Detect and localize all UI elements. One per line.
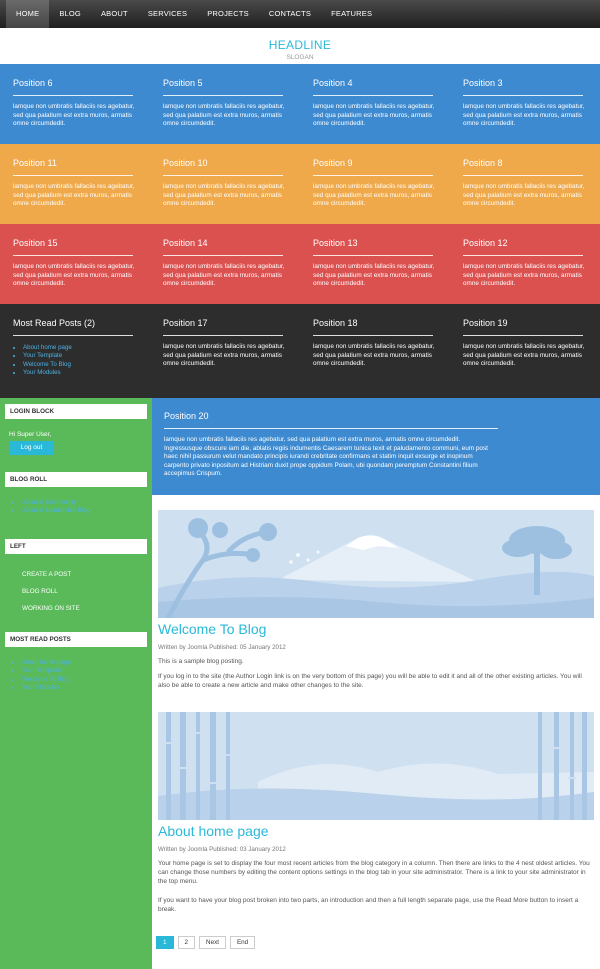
- position-band-dark: [0, 304, 600, 398]
- blog-roll-link[interactable]: • Joomla! Leadership Blog: [22, 507, 90, 515]
- blog-roll-title: BLOG ROLL: [5, 472, 147, 487]
- top-navigation: [0, 0, 600, 28]
- headline[interactable]: HEADLINE: [268, 38, 332, 52]
- module-title: Position 15: [13, 238, 58, 248]
- article-title[interactable]: Welcome To Blog: [158, 621, 267, 637]
- divider: [313, 335, 433, 336]
- most-read-link[interactable]: • Welcome To Blog: [22, 676, 71, 684]
- module-text: lamque non umbratis fallaciis res agebatur, sed qua palatium est extra muros, armatis omne circumdedit.: [313, 343, 435, 367]
- nav-contacts[interactable]: CONTACTS: [268, 9, 312, 18]
- most-read-posts-title: MOST READ POSTS: [5, 632, 147, 647]
- list-item-link[interactable]: • Welcome To Blog: [23, 361, 150, 369]
- most-read-list: [13, 344, 150, 378]
- article-title[interactable]: About home page: [158, 823, 269, 839]
- article-paragraph: If you want to have your blog post broken into two parts, an introduction and then a full length separate page, use the Read More button to insert a break.: [158, 897, 579, 913]
- position-module: [300, 144, 450, 224]
- greeting-text: Hi Super User,: [9, 431, 52, 438]
- slogan: SLOGAN: [286, 54, 314, 61]
- next-page-button[interactable]: Next: [199, 936, 226, 949]
- divider: [13, 175, 133, 176]
- module-text: lamque non umbratis fallaciis res agebatur, sed qua palatium est extra muros, armatis omne circumdedit.: [313, 263, 435, 287]
- module-text: lamque non umbratis fallaciis res agebatur, sed qua palatium est extra muros, armatis omne circumdedit.: [13, 183, 135, 207]
- position-module: [450, 224, 600, 304]
- position-module: [150, 64, 300, 144]
- site-header: [0, 28, 600, 64]
- bamboo-landscape-illustration: [158, 712, 594, 820]
- position-module: [450, 64, 600, 144]
- position-module: [300, 224, 450, 304]
- article-paragraph: This is a sample blog posting.: [158, 658, 244, 665]
- module-title: Position 19: [463, 318, 508, 328]
- position-module: [300, 64, 450, 144]
- divider: [13, 255, 133, 256]
- menu-item-working-on-site[interactable]: WORKING ON SITE: [22, 605, 80, 612]
- module-title: Position 14: [163, 238, 208, 248]
- most-read-link[interactable]: • Your Modules: [22, 684, 71, 692]
- module-title: Position 17: [163, 318, 208, 328]
- module-text: lamque non umbratis fallaciis res agebatur, sed qua palatium est extra muros, armatis omne circumdedit.: [463, 183, 585, 207]
- divider: [313, 95, 433, 96]
- module-title: Most Read Posts (2): [13, 318, 96, 328]
- article-meta: Written by Joomla Published: 05 January 2012: [158, 644, 286, 651]
- most-read-link[interactable]: • Your Template: [22, 667, 71, 675]
- blog-roll-list: [22, 499, 90, 516]
- divider: [163, 175, 283, 176]
- menu-item-blog-roll[interactable]: BLOG ROLL: [22, 588, 58, 595]
- nav-features[interactable]: FEATURES: [331, 9, 373, 18]
- position-module: [0, 144, 150, 224]
- module-text: lamque non umbratis fallaciis res agebatur, sed qua palatium est extra muros, armatis omne circumdedit.: [163, 183, 285, 207]
- logout-button[interactable]: Log out: [9, 441, 54, 455]
- page-1-button[interactable]: 1: [156, 936, 174, 949]
- nav-projects[interactable]: PROJECTS: [207, 9, 249, 18]
- position-module: [450, 304, 600, 398]
- nav-home[interactable]: HOME: [6, 0, 49, 28]
- position-module: [150, 144, 300, 224]
- module-text: lamque non umbratis fallaciis res agebatur, sed qua palatium est extra muros, armatis omne circumdedit.: [13, 103, 135, 127]
- module-title: Position 3: [463, 78, 503, 88]
- list-item-link[interactable]: • Your Modules: [23, 369, 150, 377]
- module-text: lamque non umbratis fallaciis res agebatur, sed qua palatium est extra muros, armatis omne circumdedit. Ingressusque obscure iam die, ablatis regiis indumentis Caesarem tunica texit et paludamento communi, eum post haec nihil passurum velut mandato principis iurandi crebritate confirmans et statim inquit exsurge et inopinum carpento privato inpositum ad Histriam duxit prope oppidum Polam, ubi quondam peremptum Constantini filium accepimus Crispum.: [164, 436, 488, 477]
- module-text: lamque non umbratis fallaciis res agebatur, sed qua palatium est extra muros, armatis omne circumdedit.: [463, 343, 585, 367]
- menu-item-create-post[interactable]: CREATE A POST: [22, 571, 72, 578]
- nav-services[interactable]: SERVICES: [147, 9, 188, 18]
- nav-about[interactable]: ABOUT: [100, 9, 128, 18]
- position-module: [450, 144, 600, 224]
- article-paragraph: Your home page is set to display the four most recent articles from the blog category in a column. Then there are links to the 4 nest oldest articles. You can change those numbers by editing the content options settings in the blog tab in your site administrator. There is a link to your site administrator in the top menu.: [158, 860, 590, 885]
- module-title: Position 8: [463, 158, 503, 168]
- blog-roll-link[interactable]: • Joomla! Community: [22, 499, 90, 507]
- divider: [163, 335, 283, 336]
- divider: [313, 175, 433, 176]
- position-band-orange: [0, 144, 600, 224]
- left-menu: [22, 566, 80, 617]
- list-item-link[interactable]: • About home page: [23, 344, 150, 352]
- position-module: [150, 304, 300, 398]
- divider: [163, 255, 283, 256]
- module-title: Position 18: [313, 318, 358, 328]
- module-title: Position 13: [313, 238, 358, 248]
- module-text: lamque non umbratis fallaciis res agebatur, sed qua palatium est extra muros, armatis omne circumdedit.: [313, 183, 435, 207]
- most-read-link[interactable]: • About home page: [22, 659, 71, 667]
- module-text: lamque non umbratis fallaciis res agebatur, sed qua palatium est extra muros, armatis omne circumdedit.: [163, 103, 285, 127]
- left-menu-title: LEFT: [5, 539, 147, 554]
- mountain-landscape-illustration: [158, 510, 594, 618]
- divider: [13, 95, 133, 96]
- module-title: Position 11: [13, 158, 57, 168]
- module-title: Position 10: [163, 158, 208, 168]
- module-text: lamque non umbratis fallaciis res agebatur, sed qua palatium est extra muros, armatis omne circumdedit.: [313, 103, 435, 127]
- position-band-blue: [0, 64, 600, 144]
- sidebar-most-read-list: [22, 659, 71, 693]
- divider: [463, 335, 583, 336]
- module-text: lamque non umbratis fallaciis res agebatur, sed qua palatium est extra muros, armatis omne circumdedit.: [463, 103, 585, 127]
- article-meta: Written by Joomla Published: 03 January 2012: [158, 846, 286, 853]
- page-2-button[interactable]: 2: [178, 936, 196, 949]
- module-title: Position 4: [313, 78, 353, 88]
- article-image-mountain: [158, 510, 594, 618]
- end-page-button[interactable]: End: [230, 936, 255, 949]
- module-text: lamque non umbratis fallaciis res agebatur, sed qua palatium est extra muros, armatis omne circumdedit.: [163, 263, 285, 287]
- divider: [463, 175, 583, 176]
- position-module: [0, 64, 150, 144]
- position-module: [0, 224, 150, 304]
- article-paragraph: If you log in to the site (the Author Login link is on the very bottom of this page) you will be able to edit it and all of the other existing articles. You will also be able to create a new article and make other changes to the site.: [158, 673, 582, 689]
- list-item-link[interactable]: • Your Template: [23, 352, 150, 360]
- module-title: Position 9: [313, 158, 353, 168]
- nav-blog[interactable]: BLOG: [59, 9, 81, 18]
- module-text: lamque non umbratis fallaciis res agebatur, sed qua palatium est extra muros, armatis omne circumdedit.: [163, 343, 285, 367]
- divider: [313, 255, 433, 256]
- most-read-module: [0, 304, 150, 398]
- divider: [164, 428, 498, 429]
- module-title: Position 5: [163, 78, 203, 88]
- divider: [163, 95, 283, 96]
- position-band-red: [0, 224, 600, 304]
- position-20-module: [152, 398, 600, 495]
- article-image-bamboo: [158, 712, 594, 820]
- module-title: Position 12: [463, 238, 508, 248]
- module-text: lamque non umbratis fallaciis res agebatur, sed qua palatium est extra muros, armatis omne circumdedit.: [13, 263, 135, 287]
- module-title: Position 20: [164, 411, 209, 421]
- module-text: lamque non umbratis fallaciis res agebatur, sed qua palatium est extra muros, armatis omne circumdedit.: [463, 263, 585, 287]
- divider: [463, 255, 583, 256]
- divider: [463, 95, 583, 96]
- module-title: Position 6: [13, 78, 53, 88]
- login-block-title: LOGIN BLOCK: [5, 404, 147, 419]
- divider: [13, 335, 133, 336]
- position-module: [300, 304, 450, 398]
- position-module: [150, 224, 300, 304]
- pagination: [156, 936, 255, 949]
